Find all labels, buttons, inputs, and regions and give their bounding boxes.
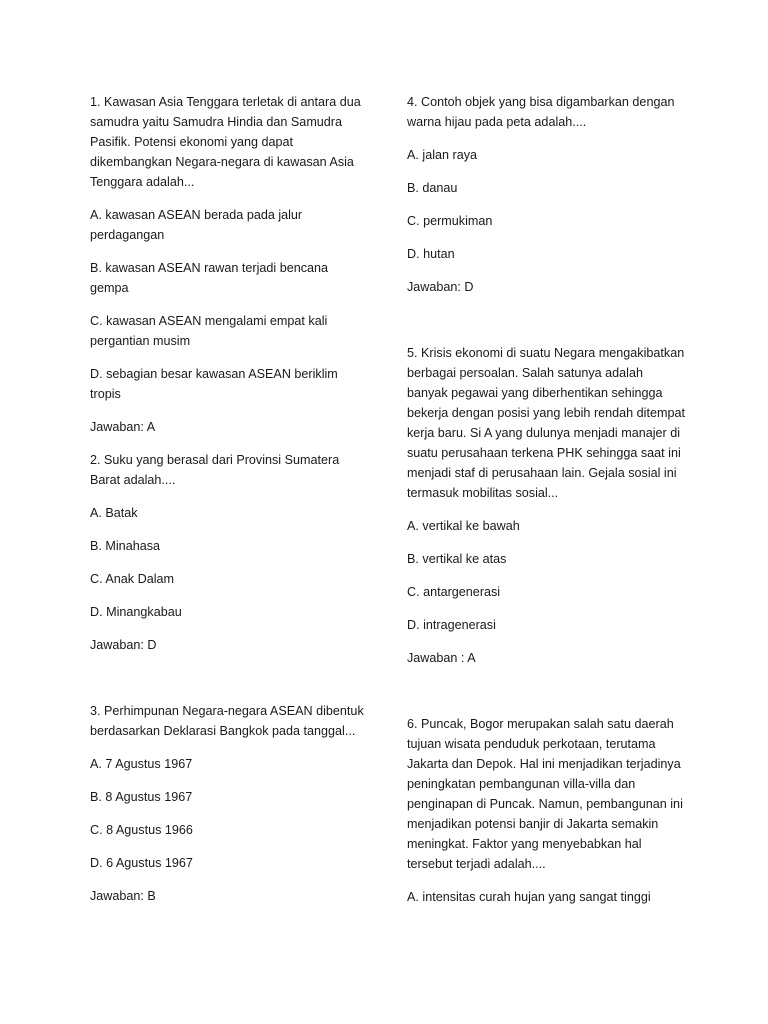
question-stem: 4. Contoh objek yang bisa digambarkan dengan warna hijau pada peta adalah.... [407, 95, 675, 129]
question-stem: 3. Perhimpunan Negara-negara ASEAN dibentuk berdasarkan Deklarasi Bangkok pada tanggal... [90, 704, 364, 738]
question-stem: 1. Kawasan Asia Tenggara terletak di antara dua samudra yaitu Samudra Hindia dan Samudra Pasifik. Potensi ekonomi yang dapat dikembangkan Negara-negara di kawasan Asia Tenggara adalah... [90, 95, 361, 189]
option: A. jalan raya [407, 148, 478, 162]
option: D. sebagian besar kawasan ASEAN beriklim tropis [90, 367, 338, 401]
option: D. hutan [407, 247, 455, 261]
option: C. 8 Agustus 1966 [90, 823, 193, 837]
question-5 [407, 343, 685, 668]
question-2 [90, 450, 370, 655]
question-1 [90, 92, 370, 437]
option: A. kawasan ASEAN berada pada jalur perdagangan [90, 208, 303, 242]
option: B. 8 Agustus 1967 [90, 790, 193, 804]
option: A. intensitas curah hujan yang sangat tinggi [407, 890, 651, 904]
option: D. 6 Agustus 1967 [90, 856, 193, 870]
option: B. danau [407, 181, 458, 195]
question-3 [90, 701, 370, 906]
option: C. kawasan ASEAN mengalami empat kali pergantian musim [90, 314, 328, 348]
option: B. vertikal ke atas [407, 552, 507, 566]
question-stem: 5. Krisis ekonomi di suatu Negara mengakibatkan berbagai persoalan. Salah satunya adalah banyak pegawai yang diberhentikan sehingga bekerja dengan posisi yang lebih rendah ditempat kerja baru. Si A yang dulunya menjadi manajer di suatu perusahaan terkena PHK sehingga saat ini menjadi staf di perusahaan lain. Gejala sosial ini termasuk mobilitas sosial... [407, 346, 685, 500]
option: A. vertikal ke bawah [407, 519, 520, 533]
option: A. 7 Agustus 1967 [90, 757, 193, 771]
answer: Jawaban: A [90, 420, 156, 434]
question-6 [407, 714, 685, 907]
question-stem: 6. Puncak, Bogor merupakan salah satu daerah tujuan wisata penduduk perkotaan, terutama Jakarta dan Depok. Hal ini menjadikan terjadinya peningkatan pembangunan villa-villa dan penginapan di Puncak. Namun, pembangunan ini menjadikan potensi banjir di Jakarta semakin meningkat. Faktor yang menyebabkan hal tersebut terjadi adalah.... [407, 717, 683, 871]
answer: Jawaban: B [90, 889, 156, 903]
question-stem: 2. Suku yang berasal dari Provinsi Sumatera Barat adalah.... [90, 453, 340, 487]
option: C. permukiman [407, 214, 493, 228]
answer: Jawaban : A [407, 651, 476, 665]
left-column [90, 92, 370, 919]
option: B. Minahasa [90, 539, 161, 553]
answer: Jawaban: D [407, 280, 474, 294]
option: A. Batak [90, 506, 138, 520]
option: C. antargenerasi [407, 585, 501, 599]
option: C. Anak Dalam [90, 572, 174, 586]
option: D. intragenerasi [407, 618, 496, 632]
question-4 [407, 92, 685, 297]
answer: Jawaban: D [90, 638, 157, 652]
option: B. kawasan ASEAN rawan terjadi bencana gempa [90, 261, 329, 295]
option: D. Minangkabau [90, 605, 182, 619]
right-column [407, 92, 685, 920]
